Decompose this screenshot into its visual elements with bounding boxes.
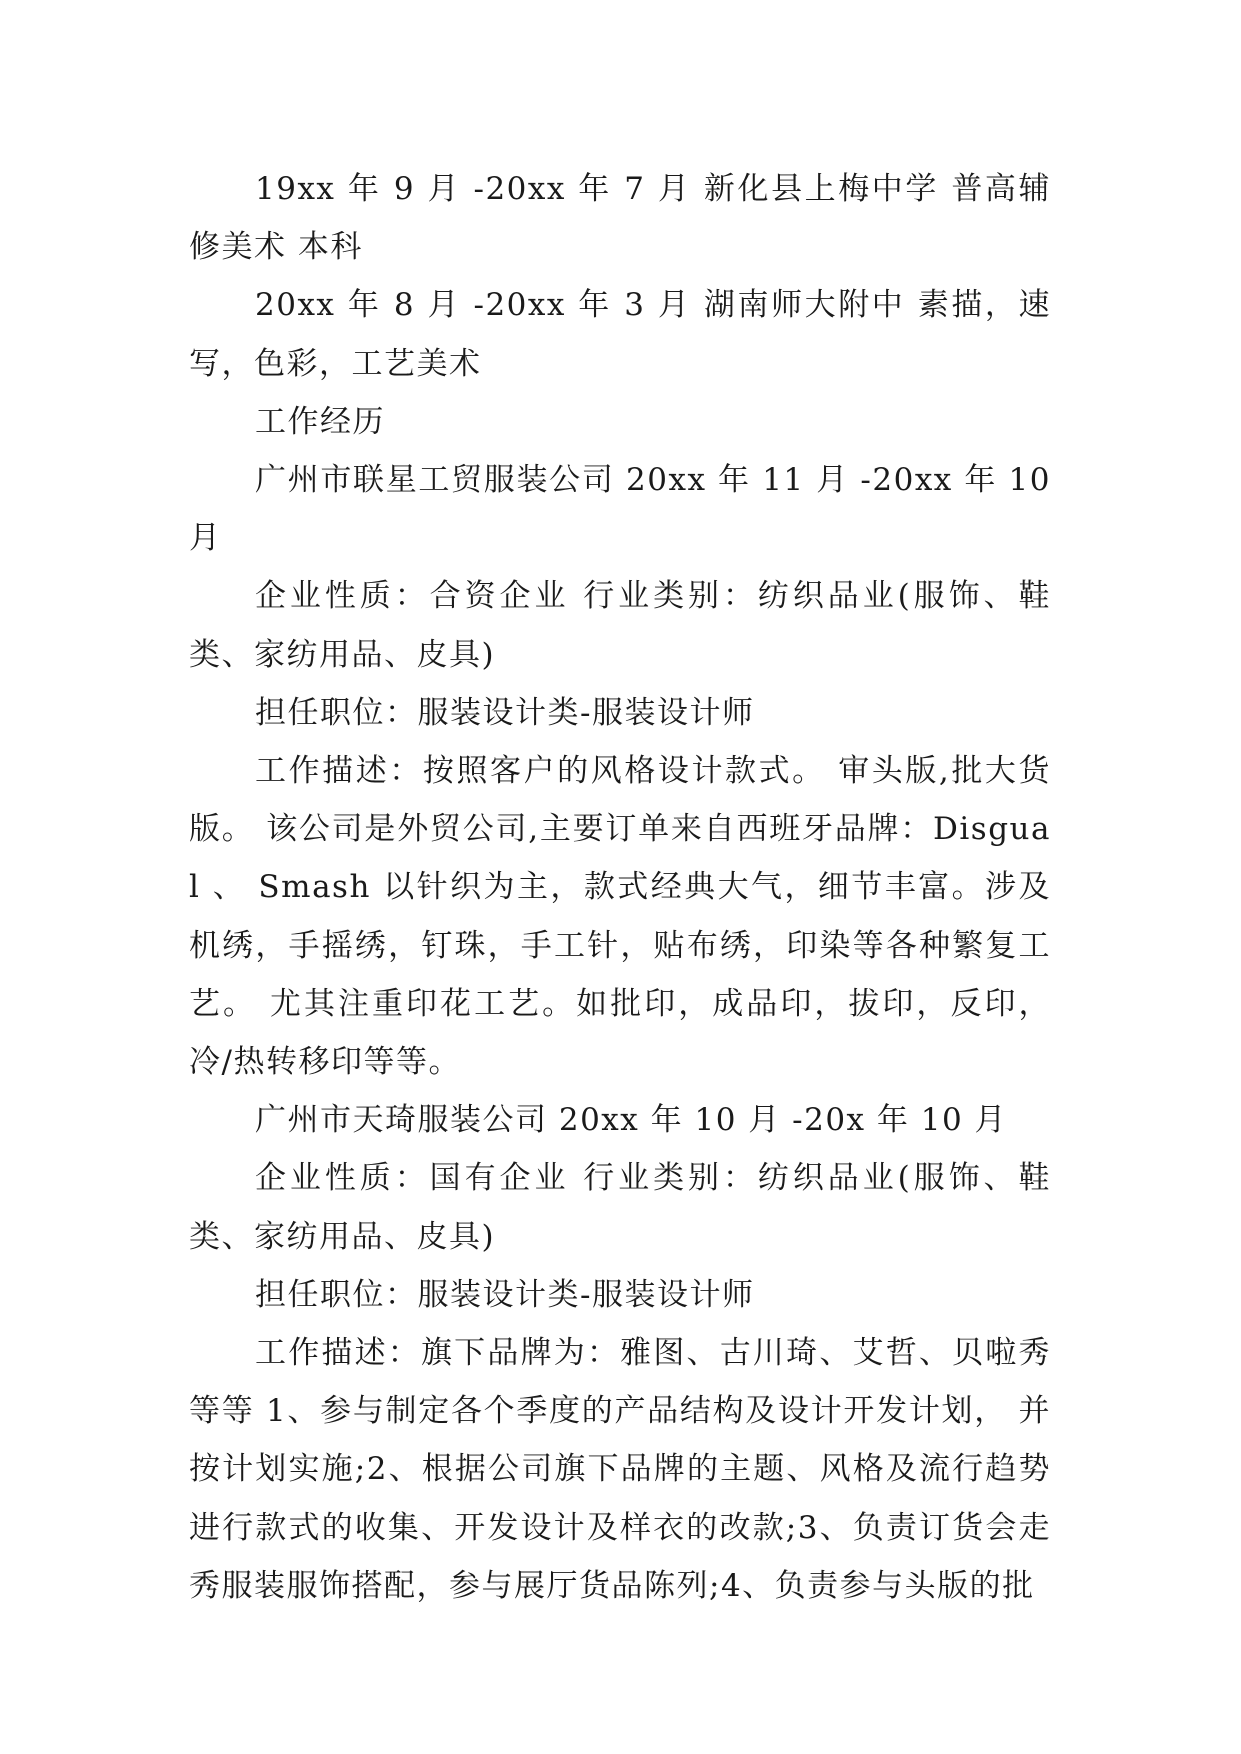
job-1-description: 工作描述：按照客户的风格设计款式。 审头版,批大货版。 该公司是外贸公司,主要订单来自西班牙品牌：Disgual 、 Smash 以针织为主，款式经典大气，细节丰富。涉及机绣，手摇绣，钉珠，手工针，贴布绣，印染等各种繁复工艺。 尤其注重印花工艺。如批印，成品印，拔印，反印，冷/热转移印等等。 (189, 753, 1051, 1081)
job-2-description: 工作描述：旗下品牌为：雅图、古川琦、艾哲、贝啦秀等等 1、参与制定各个季度的产品结构及设计开发计划， 并按计划实施;2、根据公司旗下品牌的主题、风格及流行趋势进行款式的收集、开发设计及样衣的改款;3、负责订货会走秀服装服饰搭配，参与展厅货品陈列;4、负责参与头版的批 (189, 1335, 1051, 1604)
job-1-company: 广州市联星工贸服装公司 20xx 年 11 月 -20xx 年 10 月 (189, 462, 1051, 557)
job-2-company-info: 企业性质：国有企业 行业类别：纺织品业(服饰、鞋类、家纺用品、皮具) (189, 1160, 1051, 1255)
job-2-company: 广州市天琦服装公司 20xx 年 10 月 -20x 年 10 月 (255, 1102, 1008, 1139)
job-2-position: 担任职位：服装设计类-服装设计师 (255, 1276, 755, 1313)
job-1-company-info: 企业性质：合资企业 行业类别：纺织品业(服饰、鞋类、家纺用品、皮具) (189, 578, 1051, 673)
section-heading-work-experience: 工作经历 (255, 403, 385, 440)
education-entry-2: 20xx 年 8 月 -20xx 年 3 月 湖南师大附中 素描，速写，色彩，工艺美术 (189, 287, 1051, 382)
document-body (189, 160, 1051, 1615)
education-entry-1: 19xx 年 9 月 -20xx 年 7 月 新化县上梅中学 普高辅修美术 本科 (189, 171, 1051, 266)
job-1-position: 担任职位：服装设计类-服装设计师 (255, 694, 755, 731)
